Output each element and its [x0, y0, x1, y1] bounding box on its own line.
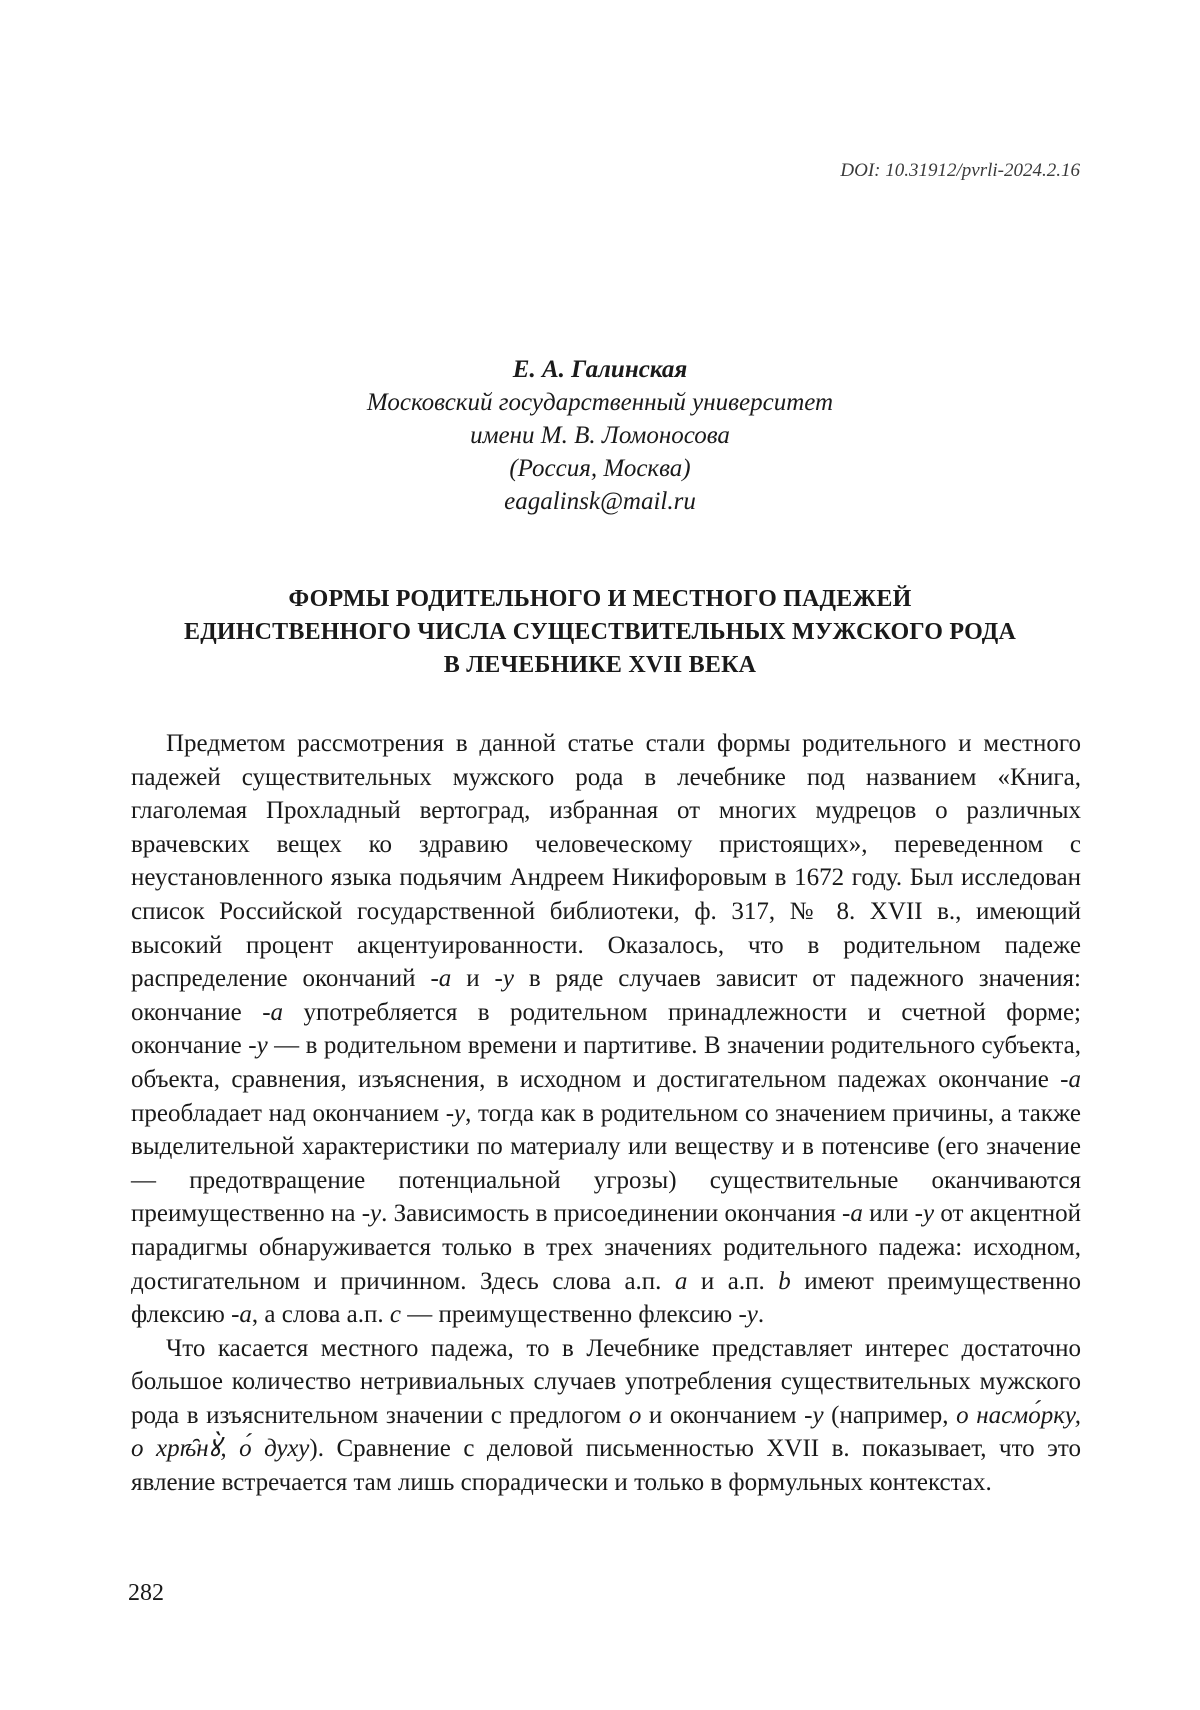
abstract-text: Предметом рассмотрения в данной статье стали формы родительного и местного падежей существительных мужского рода в лечебнике под названием «Книга, глаголемая Прохладный вертоград, избранная от многих мудрецов о различных врачевских вещех ко здравию человеческому пристоящих», переведенном с неустановленного языка подьячим Андреем Никифоровым в 1672 году. Был исследован список Российской государственной библиотеки, ф. 317, № 8. XVII в., имеющий высокий процент акцентуированности. Оказалось, что в родительном падеже распределение окончаний: [131, 730, 1081, 993]
abstract-text: от акцентной парадигмы обнаруживается только в трех значениях родительного падежа: исходном, достигательном и причинном. Здесь слова а.п.: [131, 1200, 1082, 1295]
preposition-o: о: [628, 1401, 642, 1429]
paradigm-a: a: [674, 1267, 688, 1295]
doi-label: DOI: 10.31912/pvrli-2024.2.16: [840, 160, 1080, 181]
ending-u: -у: [738, 1301, 758, 1329]
article-title: [0, 583, 1200, 682]
page-number: 282: [128, 1580, 164, 1606]
ending-a: -а: [842, 1200, 863, 1228]
abstract: [131, 727, 1081, 1500]
abstract-text: в ряде случаев зависит от падежного значения: окончание: [131, 965, 1081, 1026]
abstract-text: и окончанием: [641, 1401, 805, 1429]
article-title-line1: ФОРМЫ РОДИТЕЛЬНОГО И МЕСТНОГО ПАДЕЖЕЙ: [288, 586, 912, 612]
abstract-text: и: [451, 965, 495, 993]
author-affiliation-line2: имени М. В. Ломоносова: [470, 422, 730, 449]
ending-a: -а: [262, 998, 284, 1026]
ending-u: -у: [494, 965, 514, 993]
ending-a: -а: [231, 1301, 252, 1329]
article-title-line3: В ЛЕЧЕБНИКЕ XVII ВЕКА: [443, 652, 757, 678]
example-forms: о насмо́рку, о хрѣ̑нꙋ̀, о́ духу: [131, 1401, 1082, 1463]
author-block: [0, 353, 1200, 518]
author-affiliation-line1: Московский государственный университет: [366, 389, 834, 416]
author-email[interactable]: eagalinsk@mail.ru: [504, 488, 696, 515]
abstract-text: . Зависимость в присоединении окончания: [381, 1200, 843, 1228]
abstract-text: имеют преимущественно флексию: [131, 1267, 1081, 1329]
abstract-text: употребляется в родительном принадлежности и счетной форме; окончание: [131, 998, 1081, 1060]
ending-u: -у: [445, 1099, 466, 1127]
ending-a: -а: [1060, 1065, 1081, 1093]
abstract-text: преобладает над окончанием: [131, 1099, 446, 1127]
ending-a: -а: [430, 965, 452, 993]
ending-u: -у: [361, 1200, 382, 1228]
abstract-text: , тогда как в родительном со значением причины, а также выделительной характеристики по материалу или веществу и в потенсиве (его значение — предотвращение потенциальной угрозы) существительные оканчиваются преимущественно на: [131, 1099, 1081, 1228]
abstract-text: и а.п.: [687, 1267, 779, 1295]
author-location: (Россия, Москва): [509, 455, 691, 482]
abstract-text: ). Сравнение с деловой письменностью XVII в. показывает, что это явление встречается там лишь спорадически и только в формульных контекстах.: [131, 1435, 1081, 1497]
abstract-text: Что касается местного падежа, то в Лечебнике представляет интерес достаточно большое количество нетривиальных случаев употребления существительных мужского рода в изъяснительном значении с предлогом: [131, 1334, 1081, 1429]
abstract-text: — в родительном времени и партитиве. В значении родительного субъекта, объекта, сравнения, изъяснения, в исходном и достигательном падежах окончание: [131, 1032, 1082, 1093]
article-title-line2: ЕДИНСТВЕННОГО ЧИСЛА СУЩЕСТВИТЕЛЬНЫХ МУЖСКОГО РОДА: [184, 619, 1016, 645]
abstract-paragraph-1: [131, 727, 1081, 1332]
abstract-text: , а слова а.п.: [251, 1301, 390, 1329]
author-name: Е. А. Галинская: [512, 356, 688, 383]
abstract-text: (например,: [823, 1401, 957, 1429]
abstract-text: — преимущественно флексию: [400, 1301, 739, 1329]
abstract-text: или: [862, 1200, 915, 1228]
abstract-text: .: [757, 1301, 765, 1329]
paradigm-b: b: [778, 1267, 791, 1295]
ending-u: -у: [248, 1032, 268, 1060]
abstract-paragraph-2: [131, 1332, 1081, 1500]
ending-u: -у: [804, 1401, 824, 1429]
ending-u: -у: [914, 1200, 935, 1228]
paradigm-c: c: [389, 1301, 401, 1329]
